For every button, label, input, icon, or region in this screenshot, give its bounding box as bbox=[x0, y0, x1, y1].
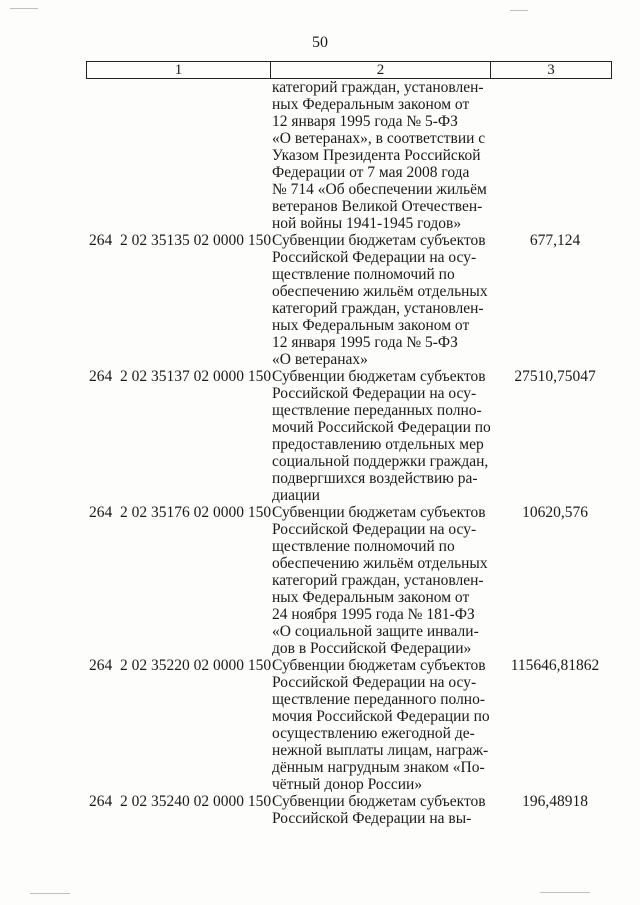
row-amount: 677,124 bbox=[529, 232, 581, 249]
continuation-description: категорий граждан, установлен- ных Федеральным законом от 12 января 1995 года № 5-ФЗ «О ветеранах», в соответствии с Указом Президента Российской Федерации от 7 мая 2008 года № 714 «Об обеспечении жильём ветеранов Великой Отечествен- ной войны 1941-1945 годов» bbox=[272, 79, 487, 232]
budget-code: 264 2 02 35240 02 0000 150 bbox=[89, 793, 272, 810]
budget-code: 264 2 02 35137 02 0000 150 bbox=[89, 368, 272, 385]
scan-artifact-bottom-right bbox=[540, 892, 590, 893]
row-description: Субвенции бюджетам субъектов Российской Федерации на осу- ществление переданных полно- мочий Российской Федерации по предоставлению отдельных мер социальной поддержки граждан, подвергшихся воздействию ра- диации bbox=[272, 368, 491, 504]
column-header-3: 3 bbox=[490, 62, 611, 78]
budget-code: 264 2 02 35220 02 0000 150 bbox=[89, 657, 272, 674]
budget-code: 264 2 02 35176 02 0000 150 bbox=[89, 504, 272, 521]
row-amount: 27510,75047 bbox=[514, 368, 596, 385]
row-description: Субвенции бюджетам субъектов Российской Федерации на вы- bbox=[272, 793, 486, 827]
continuation-row bbox=[0, 79, 640, 232]
row-description: Субвенции бюджетам субъектов Российской Федерации на осу- ществление переданного полно- мочия Российской Федерации по осуществлению ежегодной де- нежной выплаты лицам, награж- дённым нагрудным знаком «По- чётный донор России» bbox=[272, 657, 490, 793]
table-row bbox=[0, 657, 640, 793]
row-description: Субвенции бюджетам субъектов Российской Федерации на осу- ществление полномочий по обеспечению жильём отдельных категорий граждан, установлен- ных Федеральным законом от 12 января 1995 года № 5-ФЗ «О ветеранах» bbox=[272, 232, 488, 368]
scan-artifact-top-right bbox=[510, 10, 528, 11]
column-header-row bbox=[86, 61, 612, 79]
row-amount: 10620,576 bbox=[522, 504, 588, 521]
table-row bbox=[0, 368, 640, 504]
table-row bbox=[0, 232, 640, 368]
page-number: 50 bbox=[312, 34, 328, 51]
table-row bbox=[0, 504, 640, 657]
budget-code: 264 2 02 35135 02 0000 150 bbox=[89, 232, 272, 249]
row-amount: 115646,81862 bbox=[510, 657, 600, 674]
table-row bbox=[0, 793, 640, 833]
column-header-2: 2 bbox=[270, 62, 490, 78]
column-header-1: 1 bbox=[174, 62, 183, 78]
table-body bbox=[0, 79, 640, 833]
scan-artifact-bottom-left bbox=[30, 893, 70, 894]
row-description: Субвенции бюджетам субъектов Российской Федерации на осу- ществление полномочий по обеспечению жильём отдельных категорий граждан, установлен- ных Федеральным законом от 24 ноября 1995 года № 181-ФЗ «О социальной защите инвали- дов в Российской Федерации» bbox=[272, 504, 488, 657]
scan-artifact-top-left bbox=[10, 8, 38, 9]
row-amount: 196,48918 bbox=[522, 793, 588, 810]
